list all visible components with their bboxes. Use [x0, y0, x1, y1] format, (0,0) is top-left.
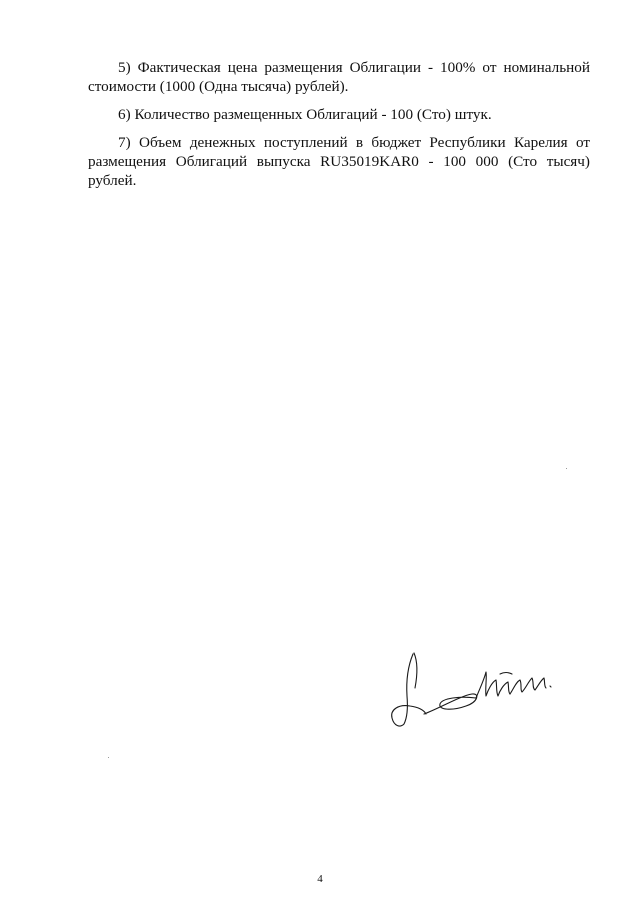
scan-speck [566, 468, 567, 469]
document-body [88, 58, 590, 199]
paragraph-actual-price: 5) Фактическая цена размещения Облигации - 100% от номинальной стоимости (1000 (Одна тысяча) рублей). [88, 59, 590, 95]
page-number: 4 [317, 873, 323, 885]
paragraph-bond-count: 6) Количество размещенных Облигаций - 100 (Сто) штук. [118, 106, 492, 123]
scan-speck [108, 757, 109, 758]
handwritten-signature [380, 648, 565, 730]
paragraph-budget-receipts: 7) Объем денежных поступлений в бюджет Республики Карелия от размещения Облигаций выпуска RU35019KAR0 - 100 000 (Сто тысяч) рублей. [88, 134, 590, 189]
